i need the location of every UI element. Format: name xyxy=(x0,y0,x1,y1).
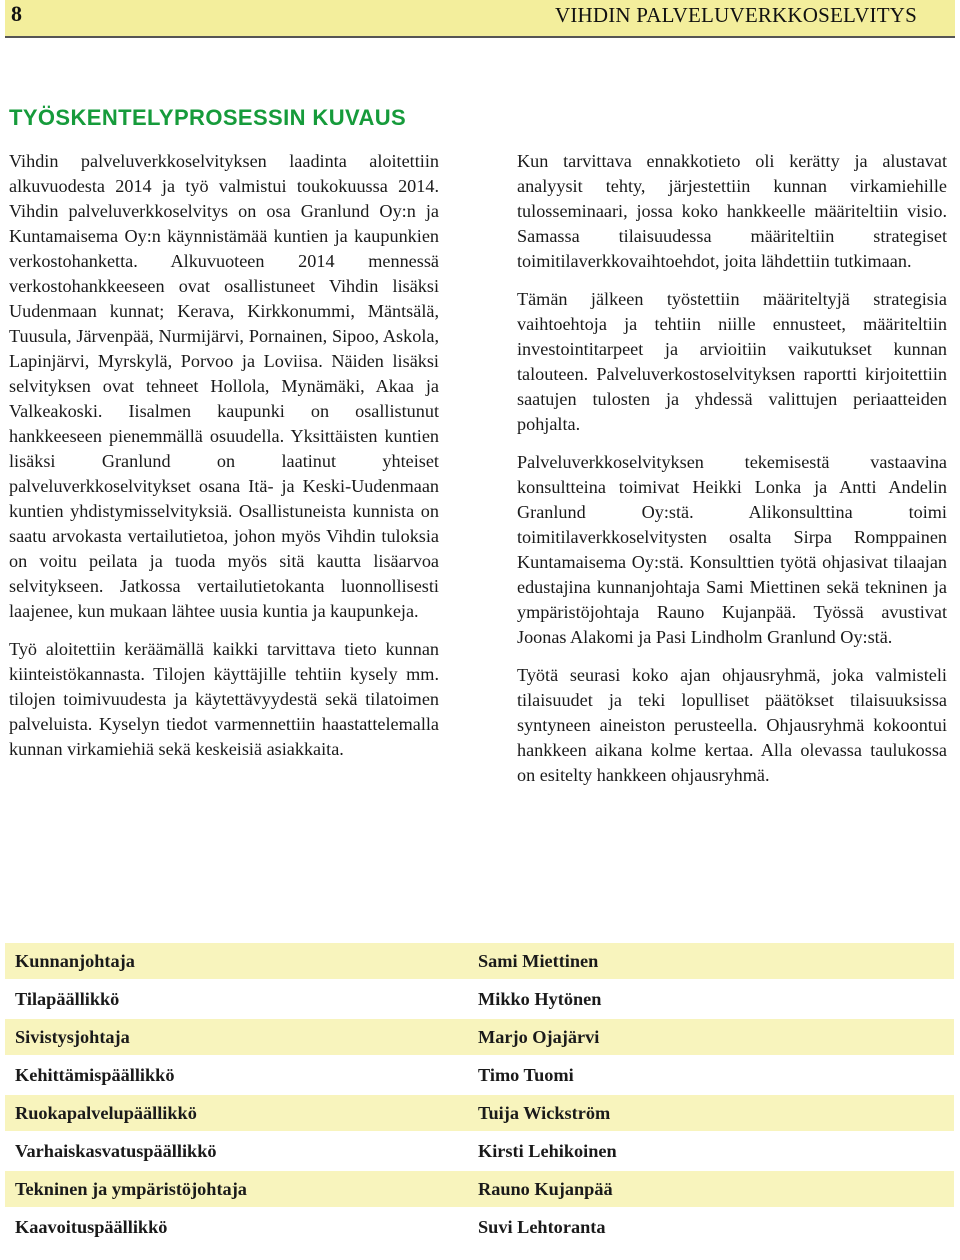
table-row xyxy=(5,1209,954,1245)
name-cell: Rauno Kujanpää xyxy=(478,1179,613,1199)
role-cell: Kunnanjohtaja xyxy=(15,951,135,971)
name-cell: Mikko Hytönen xyxy=(478,989,602,1009)
role-cell: Ruokapalvelupäällikkö xyxy=(15,1103,197,1123)
name-cell: Tuija Wickström xyxy=(478,1103,611,1123)
steering-group-table xyxy=(5,943,954,1247)
table-row xyxy=(5,1095,954,1131)
name-cell: Timo Tuomi xyxy=(478,1065,574,1085)
role-cell: Kehittämispäällikkö xyxy=(15,1065,175,1085)
table-row xyxy=(5,943,954,979)
page-header xyxy=(5,0,955,38)
right-column xyxy=(517,149,947,801)
name-cell: Suvi Lehtoranta xyxy=(478,1217,606,1237)
paragraph: Työ aloitettiin keräämällä kaikki tarvittava tieto kunnan kiinteistökannasta. Tilojen käyttäjille tehtiin kysely mm. tilojen toimivuudesta ja käytettävyydestä sekä tilatoimen palveluista. Kyselyn tiedot varmennettiin haastattelemalla kunnan virkamiehiä sekä keskeisiä asiakkaita. xyxy=(9,639,439,759)
paragraph: Tämän jälkeen työstettiin määriteltyjä strategisia vaihtoehtoja ja tehtiin niille ennusteet, määriteltiin investointitarpeet ja arvioitiin vaikutukset kunnan talouteen. Palveluverkostoselvityksen raportti kirjoitettiin saatujen tulosten ja yhdessä valittujen periaatteiden pohjalta. xyxy=(517,289,947,434)
role-cell: Tilapäällikkö xyxy=(15,989,120,1009)
role-cell: Kaavoituspäällikkö xyxy=(15,1217,168,1237)
table-row xyxy=(5,1171,954,1207)
paragraph: Kun tarvittava ennakkotieto oli kerätty ja alustavat analyysit tehty, järjestettiin kunnan virkamiehille tulosseminaari, jossa koko hankkeelle määriteltiin visio. Samassa tilaisuudessa määriteltiin strategiset toimitilaverkkovaihtoehdot, joita lähdettiin tutkimaan. xyxy=(517,151,947,271)
page-number: 8 xyxy=(11,1,22,26)
paragraph: Vihdin palveluverkkoselvityksen laadinta aloitettiin alkuvuodesta 2014 ja työ valmistui toukokuussa 2014. Vihdin palveluverkkoselvitys on osa Granlund Oy:n ja Kuntamaisema Oy:n käynnistämää kuntien ja kaupunkien verkostohanketta. Alkuvuoteen 2014 mennessä verkostohankkeeseen ovat osallistuneet Vihdin lisäksi Uudenmaan kunnat; Kerava, Kirkkonummi, Mäntsälä, Tuusula, Järvenpää, Nurmijärvi, Pornainen, Sipoo, Askola, Lapinjärvi, Myrskylä, Porvoo ja Loviisa. Näiden lisäksi selvityksen ovat tehneet Hollola, Mynämäki, Akaa ja Valkeakoski. Iisalmen kaupunki on osallistunut hankkeeseen pienemmällä osuudella. Yksittäisten kuntien lisäksi Granlund on laatinut yhteiset palveluverkkoselvitykset osana Itä- ja Keski-Uudenmaan kuntien yhdistymisselvityksiä. Osallistuneista kunnista on saatu arvokasta vertailutietoa, johon myös Vihdin tuloksia on voitu peilata ja tuoda myös sitä kautta lisäarvoa selvitykseen. Jatkossa vertailutietokanta luonnollisesti laajenee, kun mukaan lähtee uusia kuntia ja kaupunkeja. xyxy=(9,151,439,621)
paragraph: Palveluverkkoselvityksen tekemisestä vastaavina konsultteina toimivat Heikki Lonka ja Antti Andelin Granlund Oy:stä. Alikonsulttina toimi toimitilaverkkoselvitysten osalta Sirpa Romppainen Kuntamaisema Oy:stä. Konsulttien työtä ohjasivat tilaajan edustajina kunnanjohtaja Sami Miettinen sekä tekninen ja ympäristöjohtaja Rauno Kujanpää. Työssä avustivat Joonas Alakomi ja Pasi Lindholm Granlund Oy:stä. xyxy=(517,452,947,647)
paragraph: Työtä seurasi koko ajan ohjausryhmä, joka valmisteli tilaisuudet ja teki lopulliset päätökset tilaisuuksissa syntyneen aineiston perusteella. Ohjausryhmä kokoontui hankkeen aikana kolme kertaa. Alla olevassa taulukossa on esitelty hankkeen ohjausryhmä. xyxy=(517,665,947,785)
table-row xyxy=(5,1133,954,1169)
table-row xyxy=(5,1057,954,1093)
section-title: TYÖSKENTELYPROSESSIN KUVAUS xyxy=(9,105,407,130)
role-cell: Tekninen ja ympäristöjohtaja xyxy=(15,1179,247,1199)
name-cell: Sami Miettinen xyxy=(478,951,599,971)
table-row xyxy=(5,1019,954,1055)
table-row xyxy=(5,981,954,1017)
role-cell: Varhaiskasvatuspäällikkö xyxy=(15,1141,217,1161)
left-column xyxy=(9,149,439,775)
role-cell: Sivistysjohtaja xyxy=(15,1027,130,1047)
name-cell: Kirsti Lehikoinen xyxy=(478,1141,617,1161)
name-cell: Marjo Ojajärvi xyxy=(478,1027,600,1047)
running-title: VIHDIN PALVELUVERKKOSELVITYS xyxy=(554,3,917,27)
